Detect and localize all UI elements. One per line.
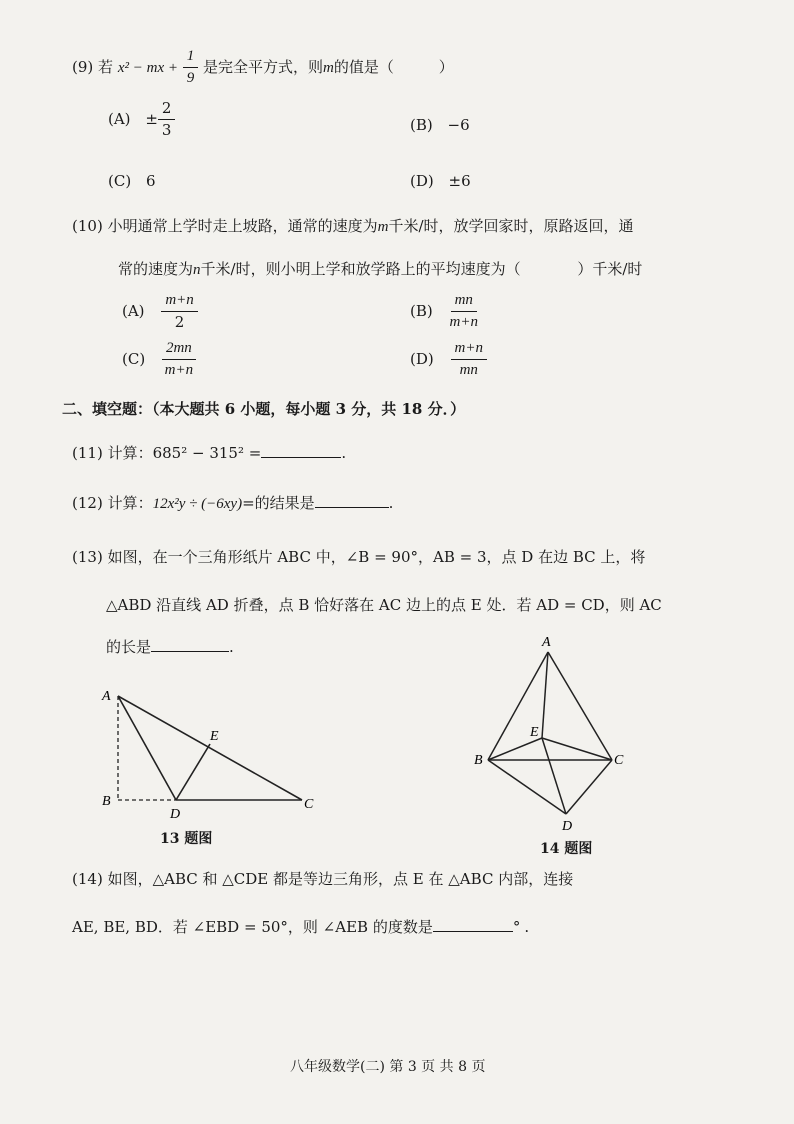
fig14-segment-ac bbox=[548, 652, 612, 760]
q9-option-c: (C) 6 bbox=[108, 172, 156, 190]
fig14-segment-ae bbox=[542, 652, 548, 738]
fig14-segment-bd bbox=[488, 760, 566, 814]
fig14-label-d: D bbox=[562, 819, 573, 832]
q11-answer-blank bbox=[261, 457, 341, 458]
q9-fraction: $\frac{1}{9}$ bbox=[183, 48, 199, 88]
q10-option-d: (D) $\frac{m+n}{mn}$ bbox=[410, 340, 487, 380]
q14-line2: AE, BE, BD．若 ∠EBD = 50°，则 ∠AEB 的度数是 ° . bbox=[72, 918, 530, 936]
fig13-segment-de bbox=[176, 744, 210, 800]
q13-line2: △ABD 沿直线 AD 折叠，点 B 恰好落在 AC 边上的点 E 处．若 AD = CD，则 AC bbox=[106, 596, 662, 614]
q13-line1: (13) 如图，在一个三角形纸片 ABC 中，∠B = 90°，AB = 3，点 D 在边 BC 上，将 bbox=[72, 548, 646, 566]
q13-answer-blank bbox=[151, 651, 229, 652]
fig14-label-a: A bbox=[542, 635, 551, 650]
figure-14 bbox=[470, 632, 640, 832]
fig14-segment-cd bbox=[566, 760, 612, 814]
fig14-label-e: E bbox=[530, 725, 539, 740]
fig13-caption: 13 题图 bbox=[160, 831, 213, 847]
section-title: 二、填空题：（本大题共 6 小题，每小题 3 分，共 18 分．） bbox=[62, 400, 466, 418]
q10-option-a: (A) $\frac{m+n}{2}$ bbox=[122, 292, 198, 332]
q10-line1: (10) 小明通常上学时走上坡路，通常的速度为m千米/时，放学回家时，原路返回，通 bbox=[72, 217, 634, 235]
page-footer: 八年级数学(二) 第 3 页 共 8 页 bbox=[290, 1059, 486, 1075]
q14-line1: (14) 如图，△ABC 和 △CDE 都是等边三角形，点 E 在 △ABC 内部，连接 bbox=[72, 870, 574, 888]
fig14-segment-ed bbox=[542, 738, 566, 814]
q13-line3: 的长是 . bbox=[106, 638, 234, 656]
q11: (11) 计算：685² − 315² = . bbox=[72, 444, 347, 462]
q9-option-b: (B) −6 bbox=[410, 116, 470, 134]
figure-13 bbox=[96, 680, 336, 820]
fig13-label-b: B bbox=[102, 794, 111, 809]
fig13-segment-ac bbox=[118, 696, 302, 800]
q12: (12) 计算：12x²y ÷ (−6xy)=的结果是 . bbox=[72, 494, 394, 512]
fig13-label-e: E bbox=[210, 729, 219, 744]
q9-option-a: (A) ± $\frac{2}{3}$ bbox=[108, 100, 175, 140]
fig13-label-a: A bbox=[102, 689, 111, 704]
q9-option-d: (D) ±6 bbox=[410, 172, 471, 190]
fig13-label-d: D bbox=[170, 807, 181, 820]
fig14-label-c: C bbox=[614, 753, 624, 768]
q10-line2: 常的速度为n千米/时，则小明上学和放学路上的平均速度为（ ）千米/时 bbox=[118, 260, 643, 278]
fig14-label-b: B bbox=[474, 753, 483, 768]
q14-answer-blank bbox=[433, 931, 513, 932]
fig13-label-c: C bbox=[304, 797, 314, 812]
fig14-segment-ab bbox=[488, 652, 548, 760]
q12-answer-blank bbox=[315, 507, 389, 508]
q10-option-b: (B) $\frac{mn}{m+n}$ bbox=[410, 292, 478, 331]
q9-stem: (9) 若 x² − mx + $\frac{1}{9}$ 是完全平方式，则m的值是（ ） bbox=[72, 48, 454, 87]
q10-option-c: (C) $\frac{2mn}{m+n}$ bbox=[122, 340, 196, 380]
fig14-caption: 14 题图 bbox=[540, 841, 593, 857]
fig14-segment-be bbox=[488, 738, 542, 760]
